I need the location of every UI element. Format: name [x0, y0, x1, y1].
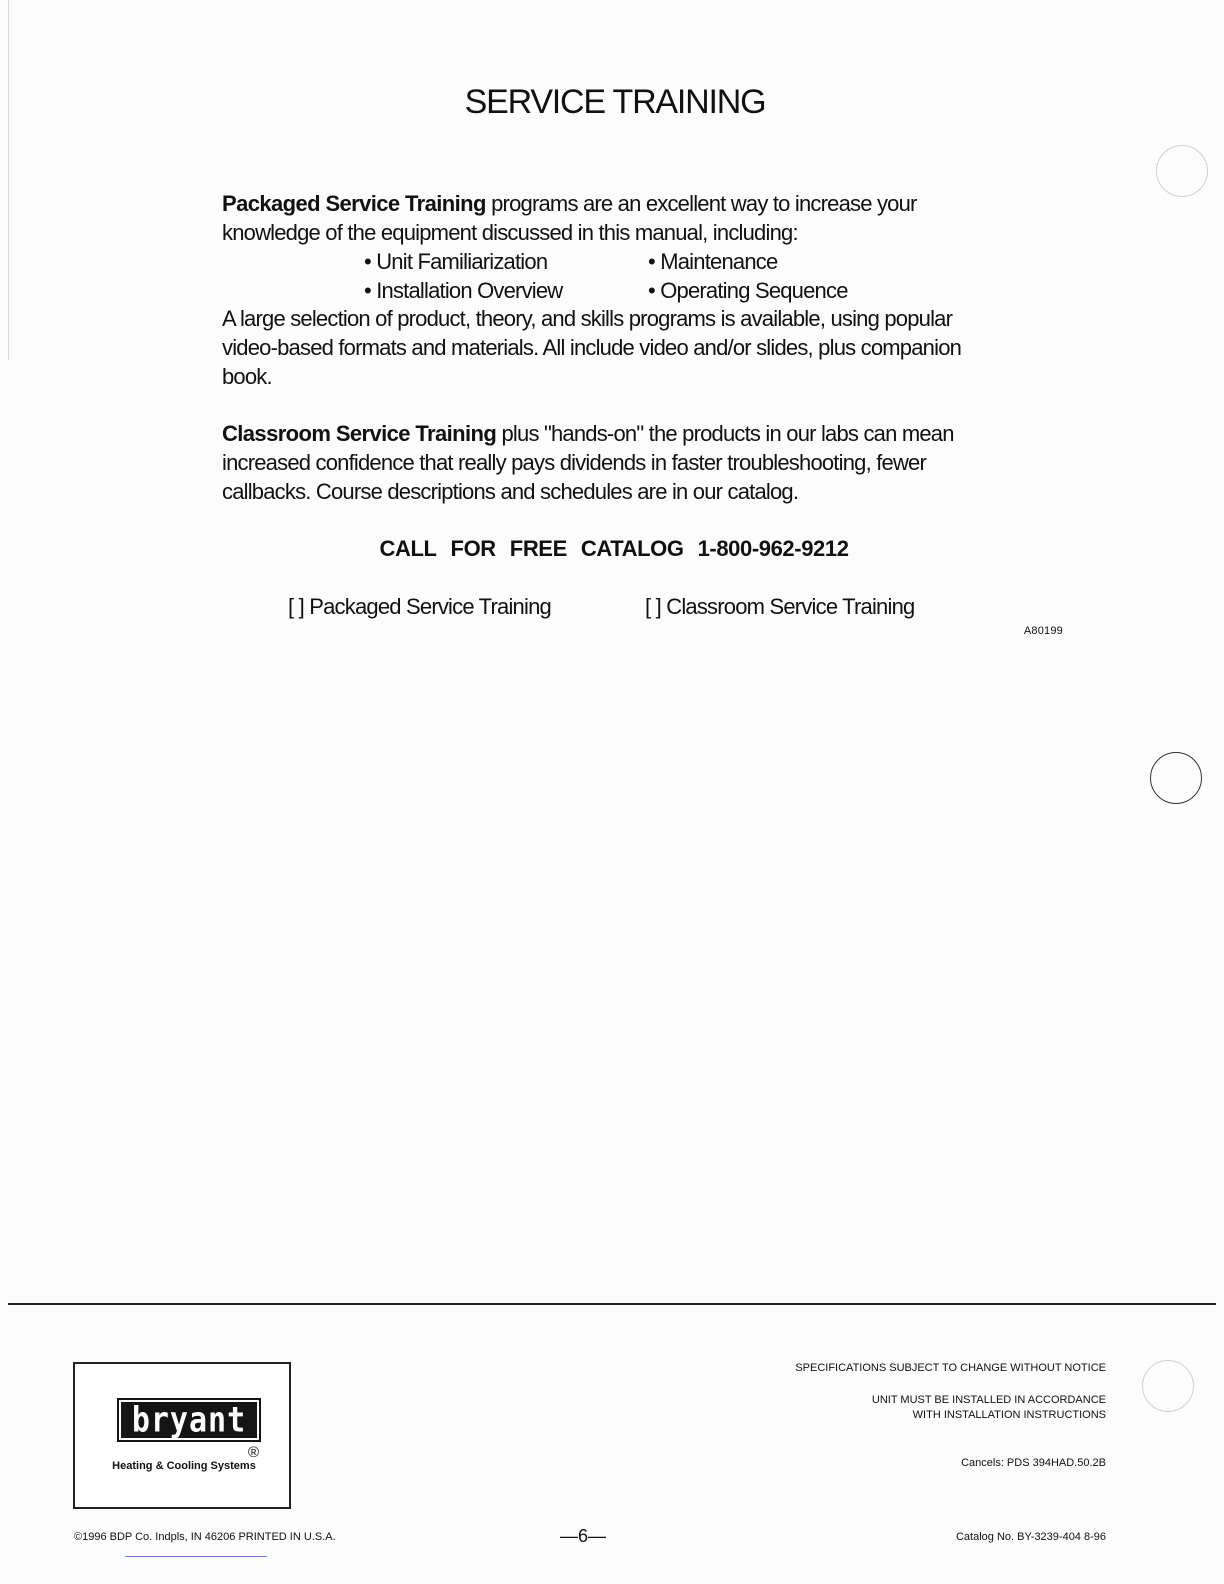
copyright-line: ©1996 BDP Co. Indpls, IN 46206 PRINTED IN U.S.A. [74, 1531, 336, 1543]
cta-word-free: FREE [509, 536, 567, 561]
classroom-line-1 [222, 419, 1022, 448]
checkbox-box[interactable]: [ ] [645, 594, 661, 619]
page-number: —6— [560, 1526, 607, 1546]
call-for-catalog [0, 534, 1224, 563]
bullet-maintenance: • Maintenance [648, 249, 778, 274]
checkbox-box[interactable]: [ ] [288, 594, 304, 619]
classroom-line-2: increased confidence that really pays dividends in faster troubleshooting, fewer [222, 450, 927, 475]
bullet-unit-familiarization: • Unit Familiarization [364, 249, 548, 274]
classroom-heading: Classroom Service Training [222, 421, 497, 446]
figure-code: A80199 [1023, 625, 1063, 637]
classroom-line-3: callbacks. Course descriptions and schedules are in our catalog. [222, 479, 799, 504]
bullet-installation-overview: • Installation Overview [364, 278, 563, 303]
cancels-notice: Cancels: PDS 394HAD.50.2B [961, 1457, 1106, 1469]
catalog-phone-number: 1-800-962-9212 [697, 536, 849, 561]
binder-hole-mark [1150, 752, 1202, 804]
packaged-body [222, 304, 1022, 391]
cta-word-catalog: CATALOG [580, 536, 684, 561]
registered-mark: ® [248, 1444, 260, 1461]
logo-tagline: Heating & Cooling Systems [112, 1460, 256, 1472]
packaged-intro-rest: programs are an excellent way to increase your [485, 191, 917, 216]
classroom-line-1-rest: plus "hands-on" the products in our labs can mean [496, 421, 954, 446]
bryant-wordmark: bryant [131, 1399, 247, 1441]
packaged-intro-line-2: knowledge of the equipment discussed in this manual, including: [222, 220, 798, 245]
packaged-body-line-1: A large selection of product, theory, and skills programs is available, using popular [222, 306, 953, 331]
cta-word-call: CALL [379, 536, 437, 561]
packaged-training-section [222, 189, 1022, 247]
binder-hole-mark [1142, 1360, 1194, 1412]
catalog-number: Catalog No. BY-3239-404 8-96 [955, 1531, 1106, 1543]
specifications-notice: SPECIFICATIONS SUBJECT TO CHANGE WITHOUT NOTICE [795, 1362, 1106, 1374]
checkbox-classroom-training[interactable] [645, 592, 914, 621]
binder-hole-mark [1156, 145, 1208, 197]
scan-edge-line [8, 0, 9, 360]
cta-word-for: FOR [450, 536, 496, 561]
installation-notice [872, 1393, 1106, 1423]
checkbox-packaged-training[interactable] [288, 592, 551, 621]
packaged-body-line-3: book. [222, 364, 272, 389]
bryant-logo-badge [117, 1398, 261, 1442]
bullet-operating-sequence: • Operating Sequence [648, 278, 848, 303]
bryant-logo [73, 1362, 291, 1509]
packaged-intro-line-1 [222, 189, 1022, 218]
checkbox-label: Classroom Service Training [666, 594, 915, 619]
installation-notice-line-1: UNIT MUST BE INSTALLED IN ACCORDANCE [871, 1394, 1106, 1406]
installation-notice-line-2: WITH INSTALLATION INSTRUCTIONS [912, 1409, 1106, 1421]
classroom-training-section [222, 419, 1022, 506]
scan-artifact-line [125, 1556, 267, 1557]
packaged-body-line-2: video-based formats and materials. All include video and/or slides, plus companion [222, 335, 962, 360]
page-title: SERVICE TRAINING [464, 83, 766, 121]
footer-divider [8, 1303, 1216, 1305]
packaged-heading: Packaged Service Training [222, 191, 486, 216]
checkbox-label: Packaged Service Training [309, 594, 551, 619]
